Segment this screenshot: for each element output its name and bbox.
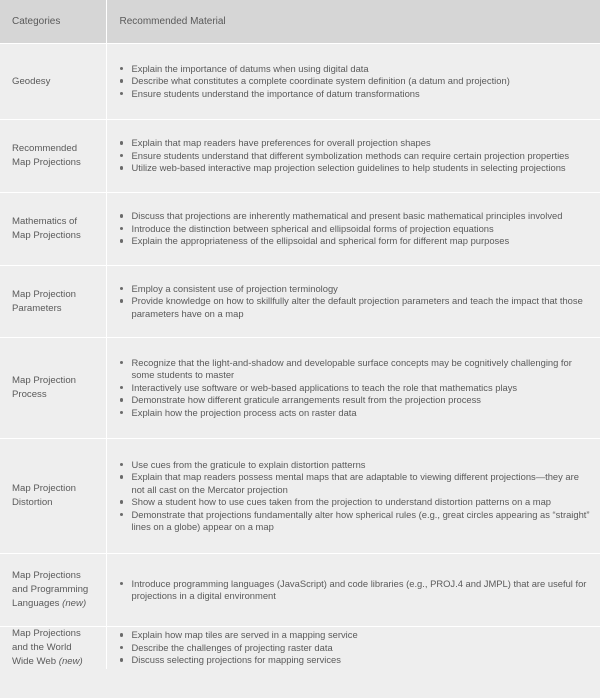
category-new-tag: (new) <box>62 598 87 609</box>
material-cell <box>106 44 600 120</box>
table-row <box>0 193 600 266</box>
material-list-item: Ensure students understand that different symbolization methods can require certain projection properties <box>114 150 595 163</box>
material-list-item: Discuss selecting projections for mapping services <box>114 654 595 667</box>
table-row <box>0 439 600 554</box>
material-cell <box>106 338 600 439</box>
material-list-item: Provide knowledge on how to skillfully alter the default projection parameters and teach the impact that those parameters have on a map <box>114 295 595 320</box>
material-list-item: Explain that map readers possess mental maps that are adaptable to viewing different projections—they are not all cast on the Mercator projection <box>114 471 595 496</box>
category-cell <box>0 120 106 193</box>
material-list-item: Recognize that the light-and-shadow and developable surface concepts may be cognitively challenging for some students to master <box>114 357 595 382</box>
material-list-item: Show a student how to use cues taken from the projection to understand distortion patterns on a map <box>114 496 595 509</box>
header-categories: Categories <box>0 0 106 44</box>
material-list <box>114 459 595 534</box>
category-cell <box>0 338 106 439</box>
material-cell <box>106 120 600 193</box>
category-label: Recommended <box>12 143 78 154</box>
material-list-item: Introduce the distinction between spherical and ellipsoidal forms of projection equations <box>114 223 595 236</box>
material-list-item: Ensure students understand the importance of datum transformations <box>114 88 595 101</box>
material-list-item: Describe the challenges of projecting raster data <box>114 642 595 655</box>
material-cell <box>106 193 600 266</box>
material-cell <box>106 439 600 554</box>
material-list <box>114 578 595 603</box>
material-list <box>114 629 595 667</box>
category-label: Map Projections <box>12 157 81 168</box>
table-row <box>0 338 600 439</box>
category-label: Map Projection <box>12 483 76 494</box>
material-list <box>114 283 595 321</box>
material-list <box>114 63 595 101</box>
table-body <box>0 44 600 670</box>
category-cell <box>0 627 106 670</box>
category-cell <box>0 439 106 554</box>
category-label: Map Projections <box>12 570 81 581</box>
table-row <box>0 266 600 338</box>
material-list <box>114 137 595 175</box>
material-list <box>114 210 595 248</box>
material-list-item: Describe what constitutes a complete coordinate system definition (a datum and projection) <box>114 75 595 88</box>
material-cell <box>106 266 600 338</box>
material-list-item: Demonstrate how different graticule arrangements result from the projection process <box>114 394 595 407</box>
material-list-item: Explain the appropriateness of the ellipsoidal and spherical form for different map purposes <box>114 235 595 248</box>
material-list-item: Employ a consistent use of projection terminology <box>114 283 595 296</box>
table-row <box>0 120 600 193</box>
table-row <box>0 627 600 670</box>
material-list-item: Discuss that projections are inherently mathematical and present basic mathematical principles involved <box>114 210 595 223</box>
material-list-item: Demonstrate that projections fundamentally alter how spherical rules (e.g., great circles appearing as “straight” lines on a globe) appear on a map <box>114 509 595 534</box>
category-label: Mathematics of <box>12 216 78 227</box>
material-list-item: Explain how the projection process acts on raster data <box>114 407 595 420</box>
category-label: Map Projections <box>12 628 81 639</box>
material-list-item: Explain the importance of datums when using digital data <box>114 63 595 76</box>
material-list-item: Utilize web-based interactive map projection selection guidelines to help students in selecting projections <box>114 162 595 175</box>
material-list-item: Interactively use software or web-based applications to teach the role that mathematics plays <box>114 382 595 395</box>
material-list-item: Explain how map tiles are served in a mapping service <box>114 629 595 642</box>
material-list <box>114 357 595 420</box>
header-recommended-material: Recommended Material <box>106 0 600 44</box>
category-cell <box>0 193 106 266</box>
category-cell <box>0 266 106 338</box>
category-label: Parameters <box>12 302 62 314</box>
category-cell <box>0 554 106 627</box>
table-row <box>0 44 600 120</box>
table-header-row <box>0 0 600 44</box>
category-label: Process <box>12 389 47 400</box>
category-label: and the World <box>12 642 72 653</box>
category-label: Distortion <box>12 497 53 508</box>
material-list-item: Introduce programming languages (JavaScript) and code libraries (e.g., PROJ.4 and JMPL) that are useful for projections in a digital environment <box>114 578 595 603</box>
category-label: Languages <box>12 598 60 609</box>
table-row <box>0 554 600 627</box>
category-new-tag: (new) <box>58 656 83 667</box>
material-cell <box>106 554 600 627</box>
category-label: Geodesy <box>12 75 51 87</box>
material-list-item: Use cues from the graticule to explain distortion patterns <box>114 459 595 472</box>
category-label: Map Projection <box>12 288 76 300</box>
category-label: and Programming <box>12 584 89 595</box>
material-list-item: Explain that map readers have preferences for overall projection shapes <box>114 137 595 150</box>
category-label: Map Projection <box>12 375 76 386</box>
category-cell <box>0 44 106 120</box>
category-label: Wide Web <box>12 656 57 667</box>
material-cell <box>106 627 600 670</box>
category-label: Map Projections <box>12 230 81 241</box>
